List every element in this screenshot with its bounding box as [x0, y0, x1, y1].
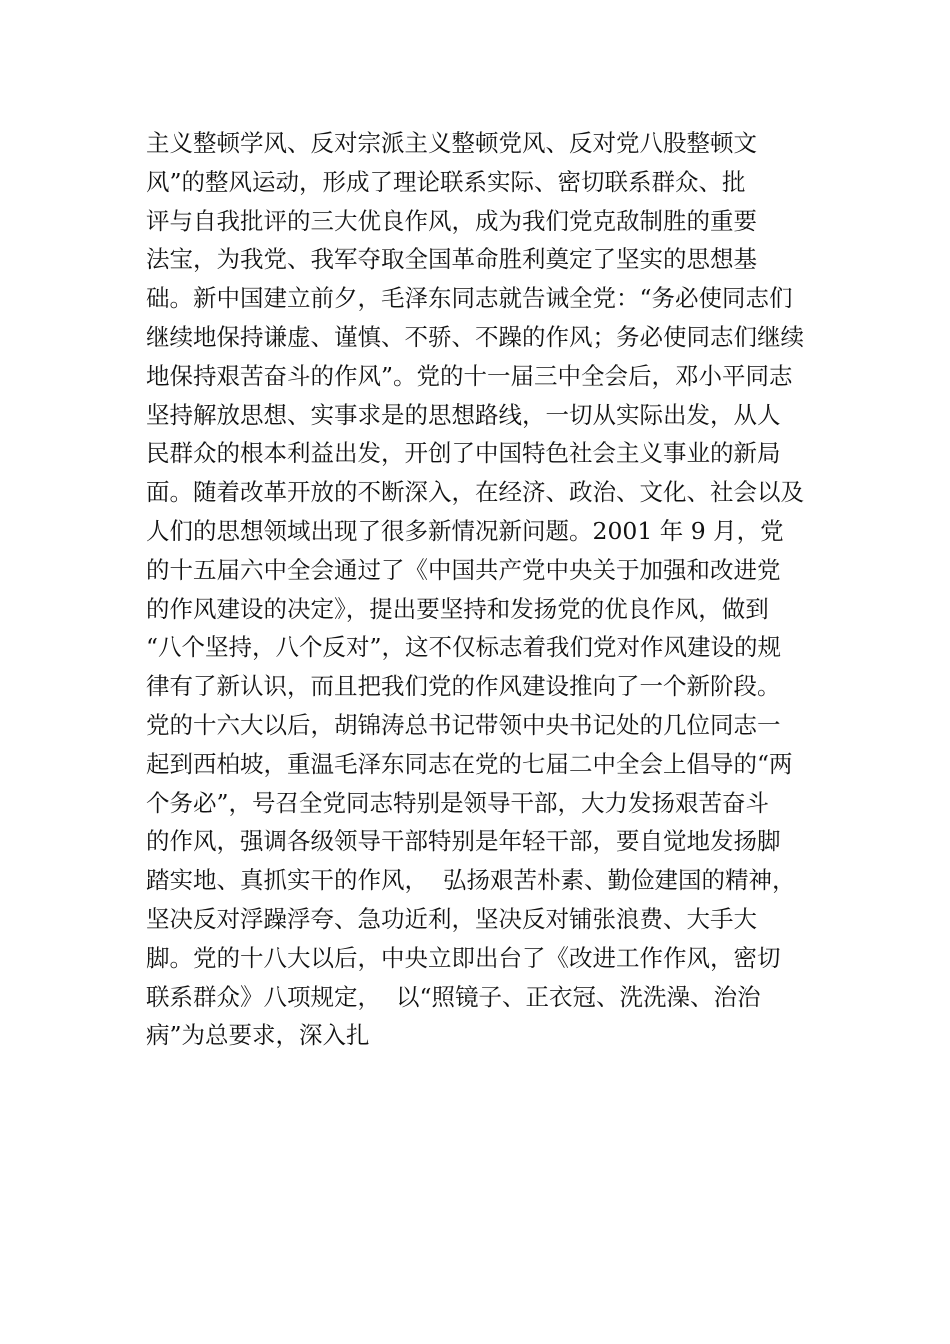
text-line: 坚持解放思想、实事求是的思想路线，一切从实际出发，从人: [146, 400, 781, 429]
text-line: 继续地保持谦虚、谨慎、不骄、不躁的作风；务必使同志们继续: [146, 322, 804, 351]
text-line: 党的十六大以后，胡锦涛总书记带领中央书记处的几位同志一: [146, 710, 781, 739]
text-line: 的作风，强调各级领导干部特别是年轻干部，要自觉地发扬脚: [146, 827, 781, 856]
text-line: 病”为总要求，深入扎: [146, 1021, 370, 1050]
text-line: 起到西柏坡，重温毛泽东同志在党的七届二中全会上倡导的“两: [146, 749, 793, 778]
text-line: 评与自我批评的三大优良作风，成为我们党克敌制胜的重要: [146, 206, 757, 235]
text-line: 的十五届六中全会通过了《中国共产党中央关于加强和改进党: [146, 555, 781, 584]
text-line: 风”的整风运动，形成了理论联系实际、密切联系群众、批: [146, 167, 746, 196]
text-line: 法宝，为我党、我军夺取全国革命胜利奠定了坚实的思想基: [146, 245, 757, 274]
text-line: 民群众的根本利益出发，开创了中国特色社会主义事业的新局: [146, 439, 781, 468]
text-line: 人们的思想领域出现了很多新情况新问题。2001 年 9 月，党: [146, 516, 784, 545]
text-line: 律有了新认识，而且把我们党的作风建设推向了一个新阶段。: [146, 672, 781, 701]
text-line: 脚。党的十八大以后，中央立即出台了《改进工作作风，密切: [146, 943, 781, 972]
text-line: 个务必”，号召全党同志特别是领导干部，大力发扬艰苦奋斗: [146, 788, 770, 817]
text-line: 础。新中国建立前夕，毛泽东同志就告诫全党：“务必使同志们: [146, 284, 793, 313]
text-line: 主义整顿学风、反对宗派主义整顿党风、反对党八股整顿文: [146, 129, 757, 157]
text-line: 坚决反对浮躁浮夸、急功近利，坚决反对铺张浪费、大手大: [146, 904, 757, 933]
text-line: 面。随着改革开放的不断深入，在经济、政治、文化、社会以及: [146, 478, 804, 507]
text-line: 地保持艰苦奋斗的作风”。党的十一届三中全会后，邓小平同志: [146, 361, 793, 390]
text-line: 踏实地、真抓实干的作风， 弘扬艰苦朴素、勤俭建国的精神，: [146, 866, 796, 895]
text-line: “八个坚持，八个反对”，这不仅标志着我们党对作风建设的规: [146, 633, 782, 662]
body-text: [146, 124, 826, 1055]
text-line: 的作风建设的决定》，提出要坚持和发扬党的优良作风，做到: [146, 594, 769, 623]
text-line: 联系群众》八项规定， 以“照镜子、正衣冠、洗洗澡、治治: [146, 982, 761, 1011]
